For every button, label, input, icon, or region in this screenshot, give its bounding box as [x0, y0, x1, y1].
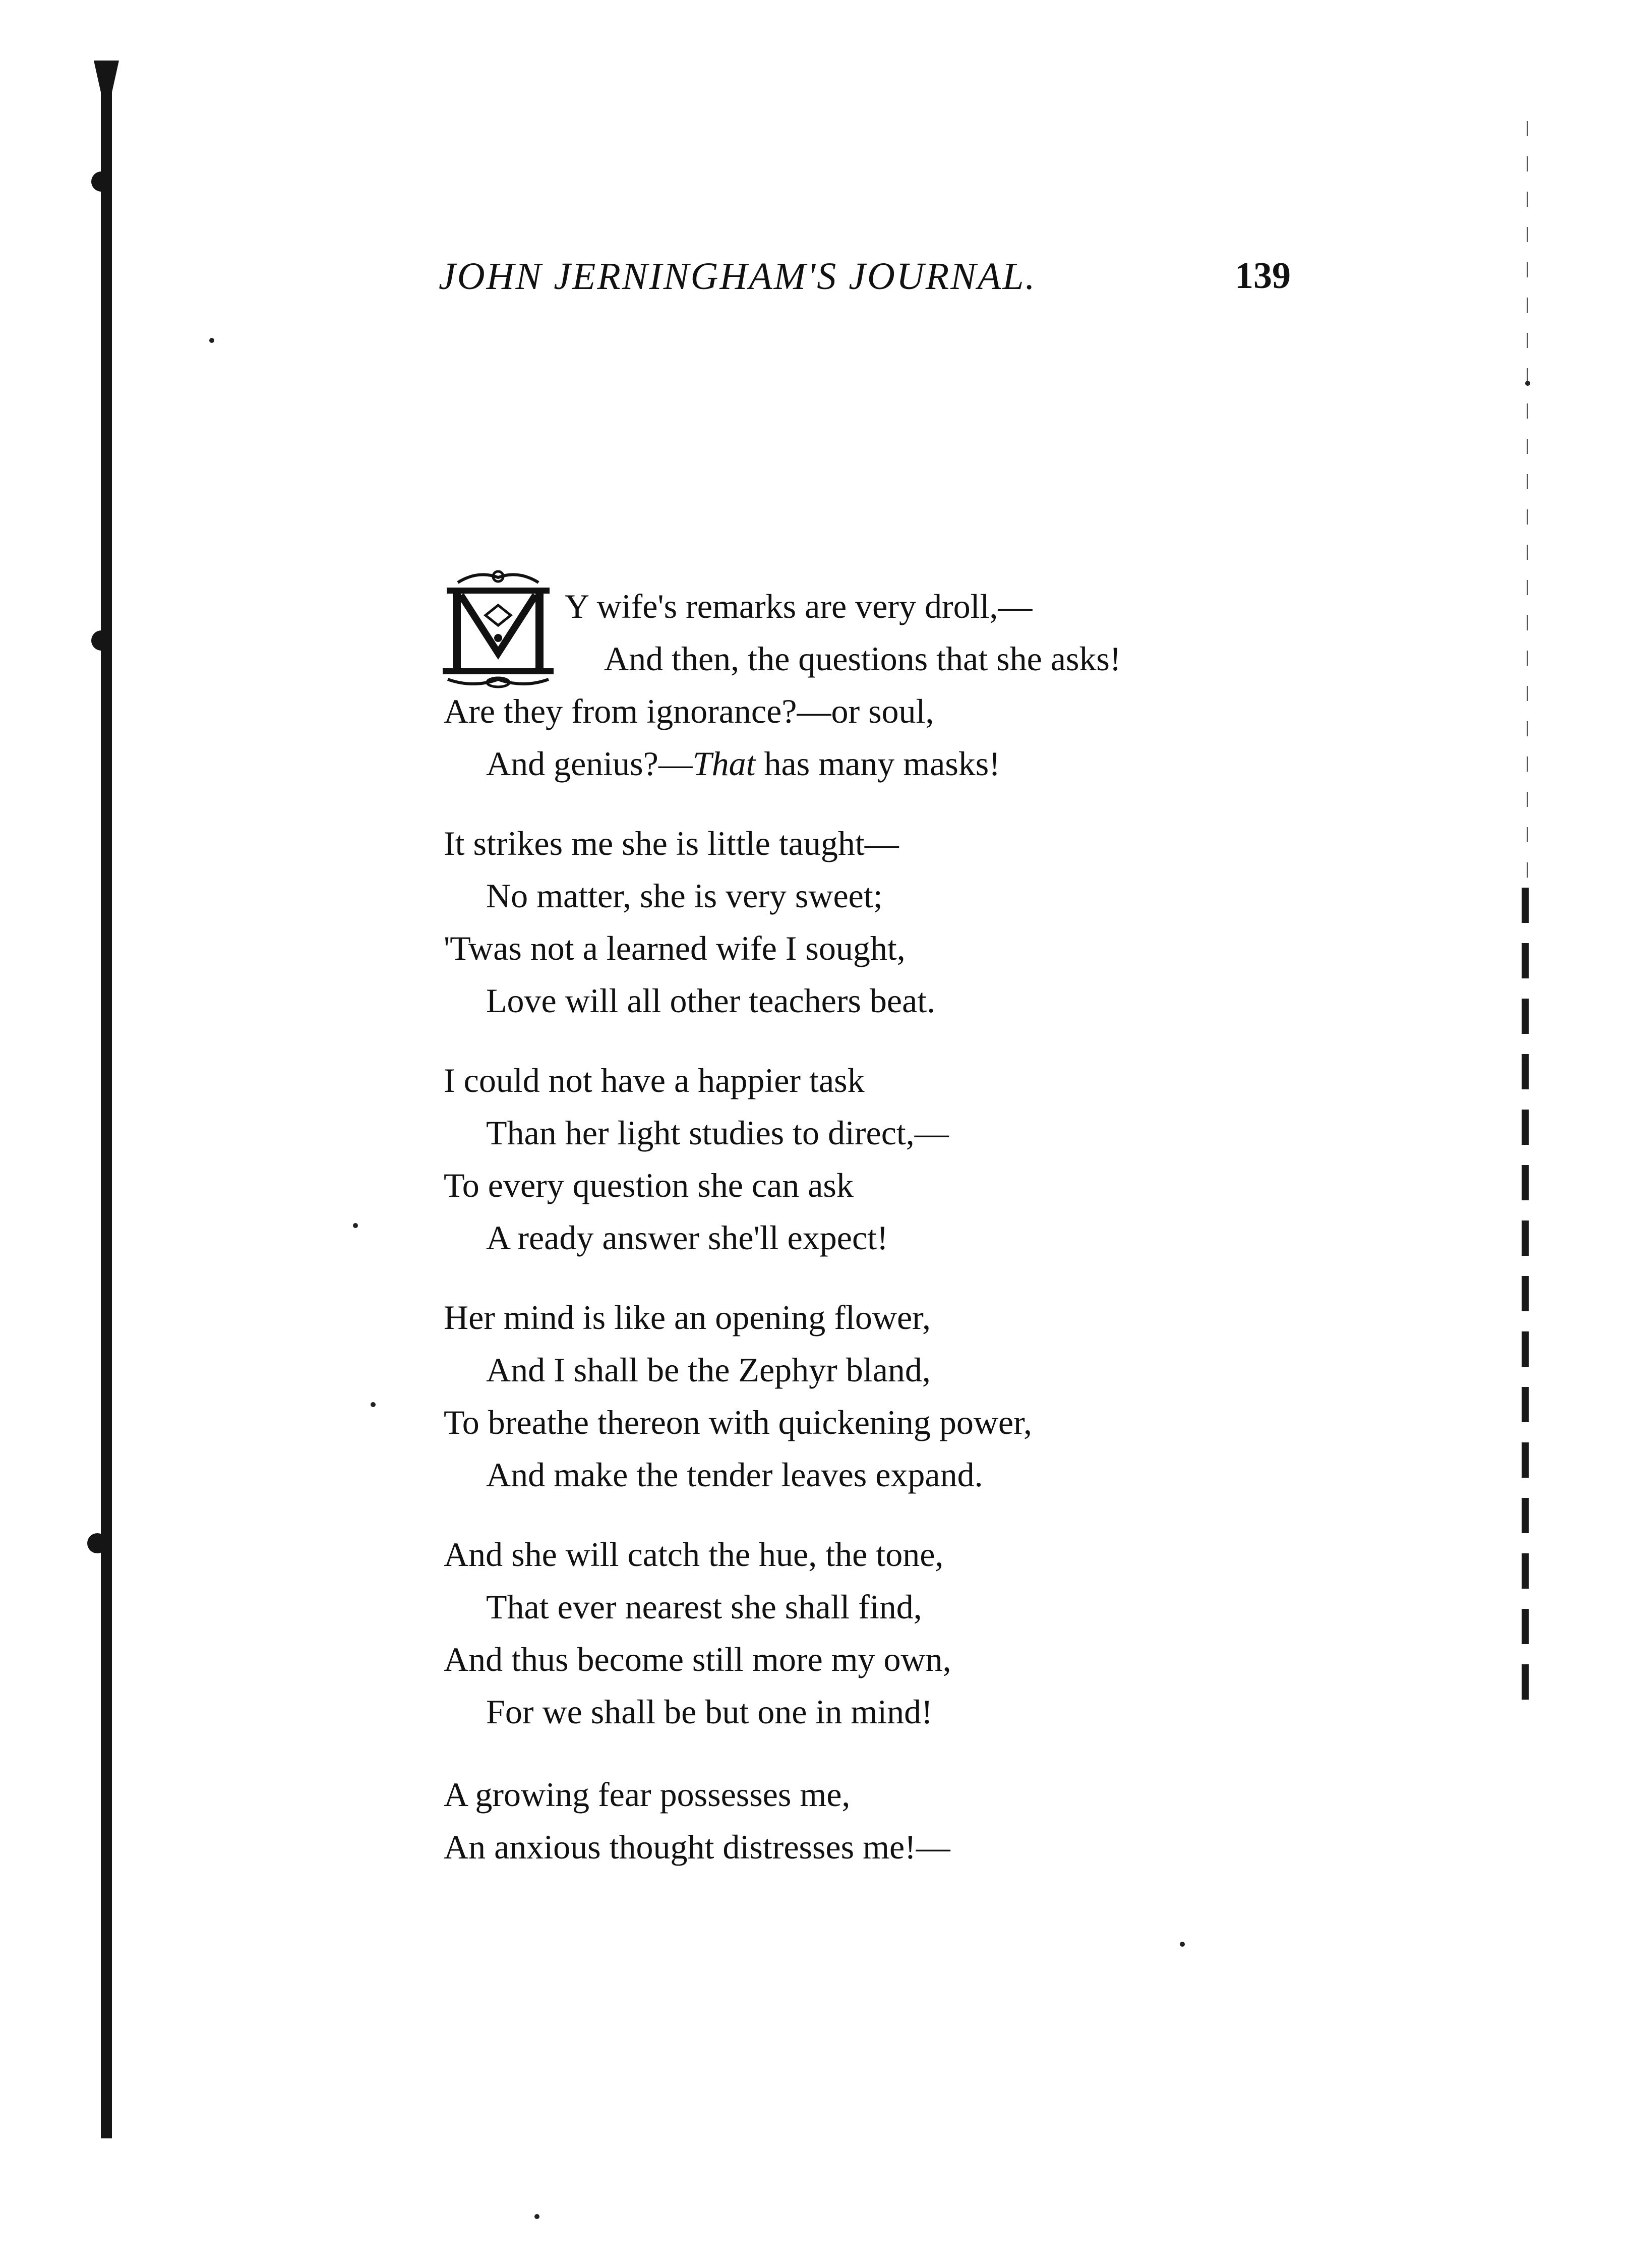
poem-line: 'Twas not a learned wife I sought,: [444, 929, 906, 967]
poem-line-part: has many masks!: [755, 744, 1000, 783]
page-number: 139: [1235, 255, 1291, 297]
left-binding-cap: [94, 61, 119, 106]
poem-line: And thus become still more my own,: [444, 1640, 951, 1678]
poem-line: To every question she can ask: [444, 1166, 854, 1204]
stanza-3: [444, 1054, 1301, 1264]
poem-line: Y wife's remarks are very droll,—: [565, 587, 1033, 625]
poem-line: It strikes me she is little taught—: [444, 824, 899, 862]
right-binding-edge-thin: [1527, 121, 1528, 878]
left-binding-knot: [91, 171, 111, 192]
poem-line: No matter, she is very sweet;: [486, 877, 883, 915]
paper-speck: [1180, 1942, 1185, 1947]
running-head: [439, 255, 1291, 305]
poem-line-italic: That: [692, 744, 756, 783]
poem-line: [444, 737, 1301, 790]
poem-line: Are they from ignorance?—or soul,: [444, 692, 934, 730]
stanza-5: [444, 1528, 1301, 1738]
poem-line: Her mind is like an opening flower,: [444, 1298, 931, 1336]
poem-line: And make the tender leaves expand.: [486, 1456, 983, 1494]
poem: [444, 580, 1301, 1900]
stanza-6: [444, 1768, 1301, 1873]
paper-speck: [353, 1223, 358, 1228]
poem-line: An anxious thought distresses me!—: [444, 1828, 950, 1866]
poem-line: And she will catch the hue, the tone,: [444, 1535, 944, 1574]
stanza-2: [444, 817, 1301, 1027]
paper-speck: [209, 338, 214, 343]
poem-line: To breathe thereon with quickening power,: [444, 1403, 1033, 1441]
poem-line: I could not have a happier task: [444, 1061, 865, 1099]
poem-line: Love will all other teachers beat.: [486, 981, 936, 1020]
left-binding-edge: [101, 61, 112, 2138]
poem-line: And then, the questions that she asks!: [604, 639, 1121, 678]
left-binding-knot: [91, 630, 111, 651]
left-binding-knot: [87, 1533, 107, 1553]
poem-line: For we shall be but one in mind!: [486, 1693, 933, 1731]
poem-line: That ever nearest she shall find,: [486, 1588, 922, 1626]
poem-line: A ready answer she'll expect!: [486, 1218, 888, 1257]
poem-line: Than her light studies to direct,—: [486, 1114, 949, 1152]
right-binding-edge: [1522, 888, 1529, 1705]
paper-speck: [534, 2214, 539, 2219]
paper-speck: [1525, 381, 1530, 386]
running-title: JOHN JERNINGHAM'S JOURNAL.: [439, 255, 1037, 298]
stanza-1: [444, 580, 1301, 790]
poem-line: A growing fear possesses me,: [444, 1775, 851, 1814]
poem-line: And I shall be the Zephyr bland,: [486, 1351, 931, 1389]
poem-line-part: And genius?—: [486, 744, 693, 783]
paper-speck: [371, 1402, 376, 1407]
stanza-4: [444, 1291, 1301, 1501]
